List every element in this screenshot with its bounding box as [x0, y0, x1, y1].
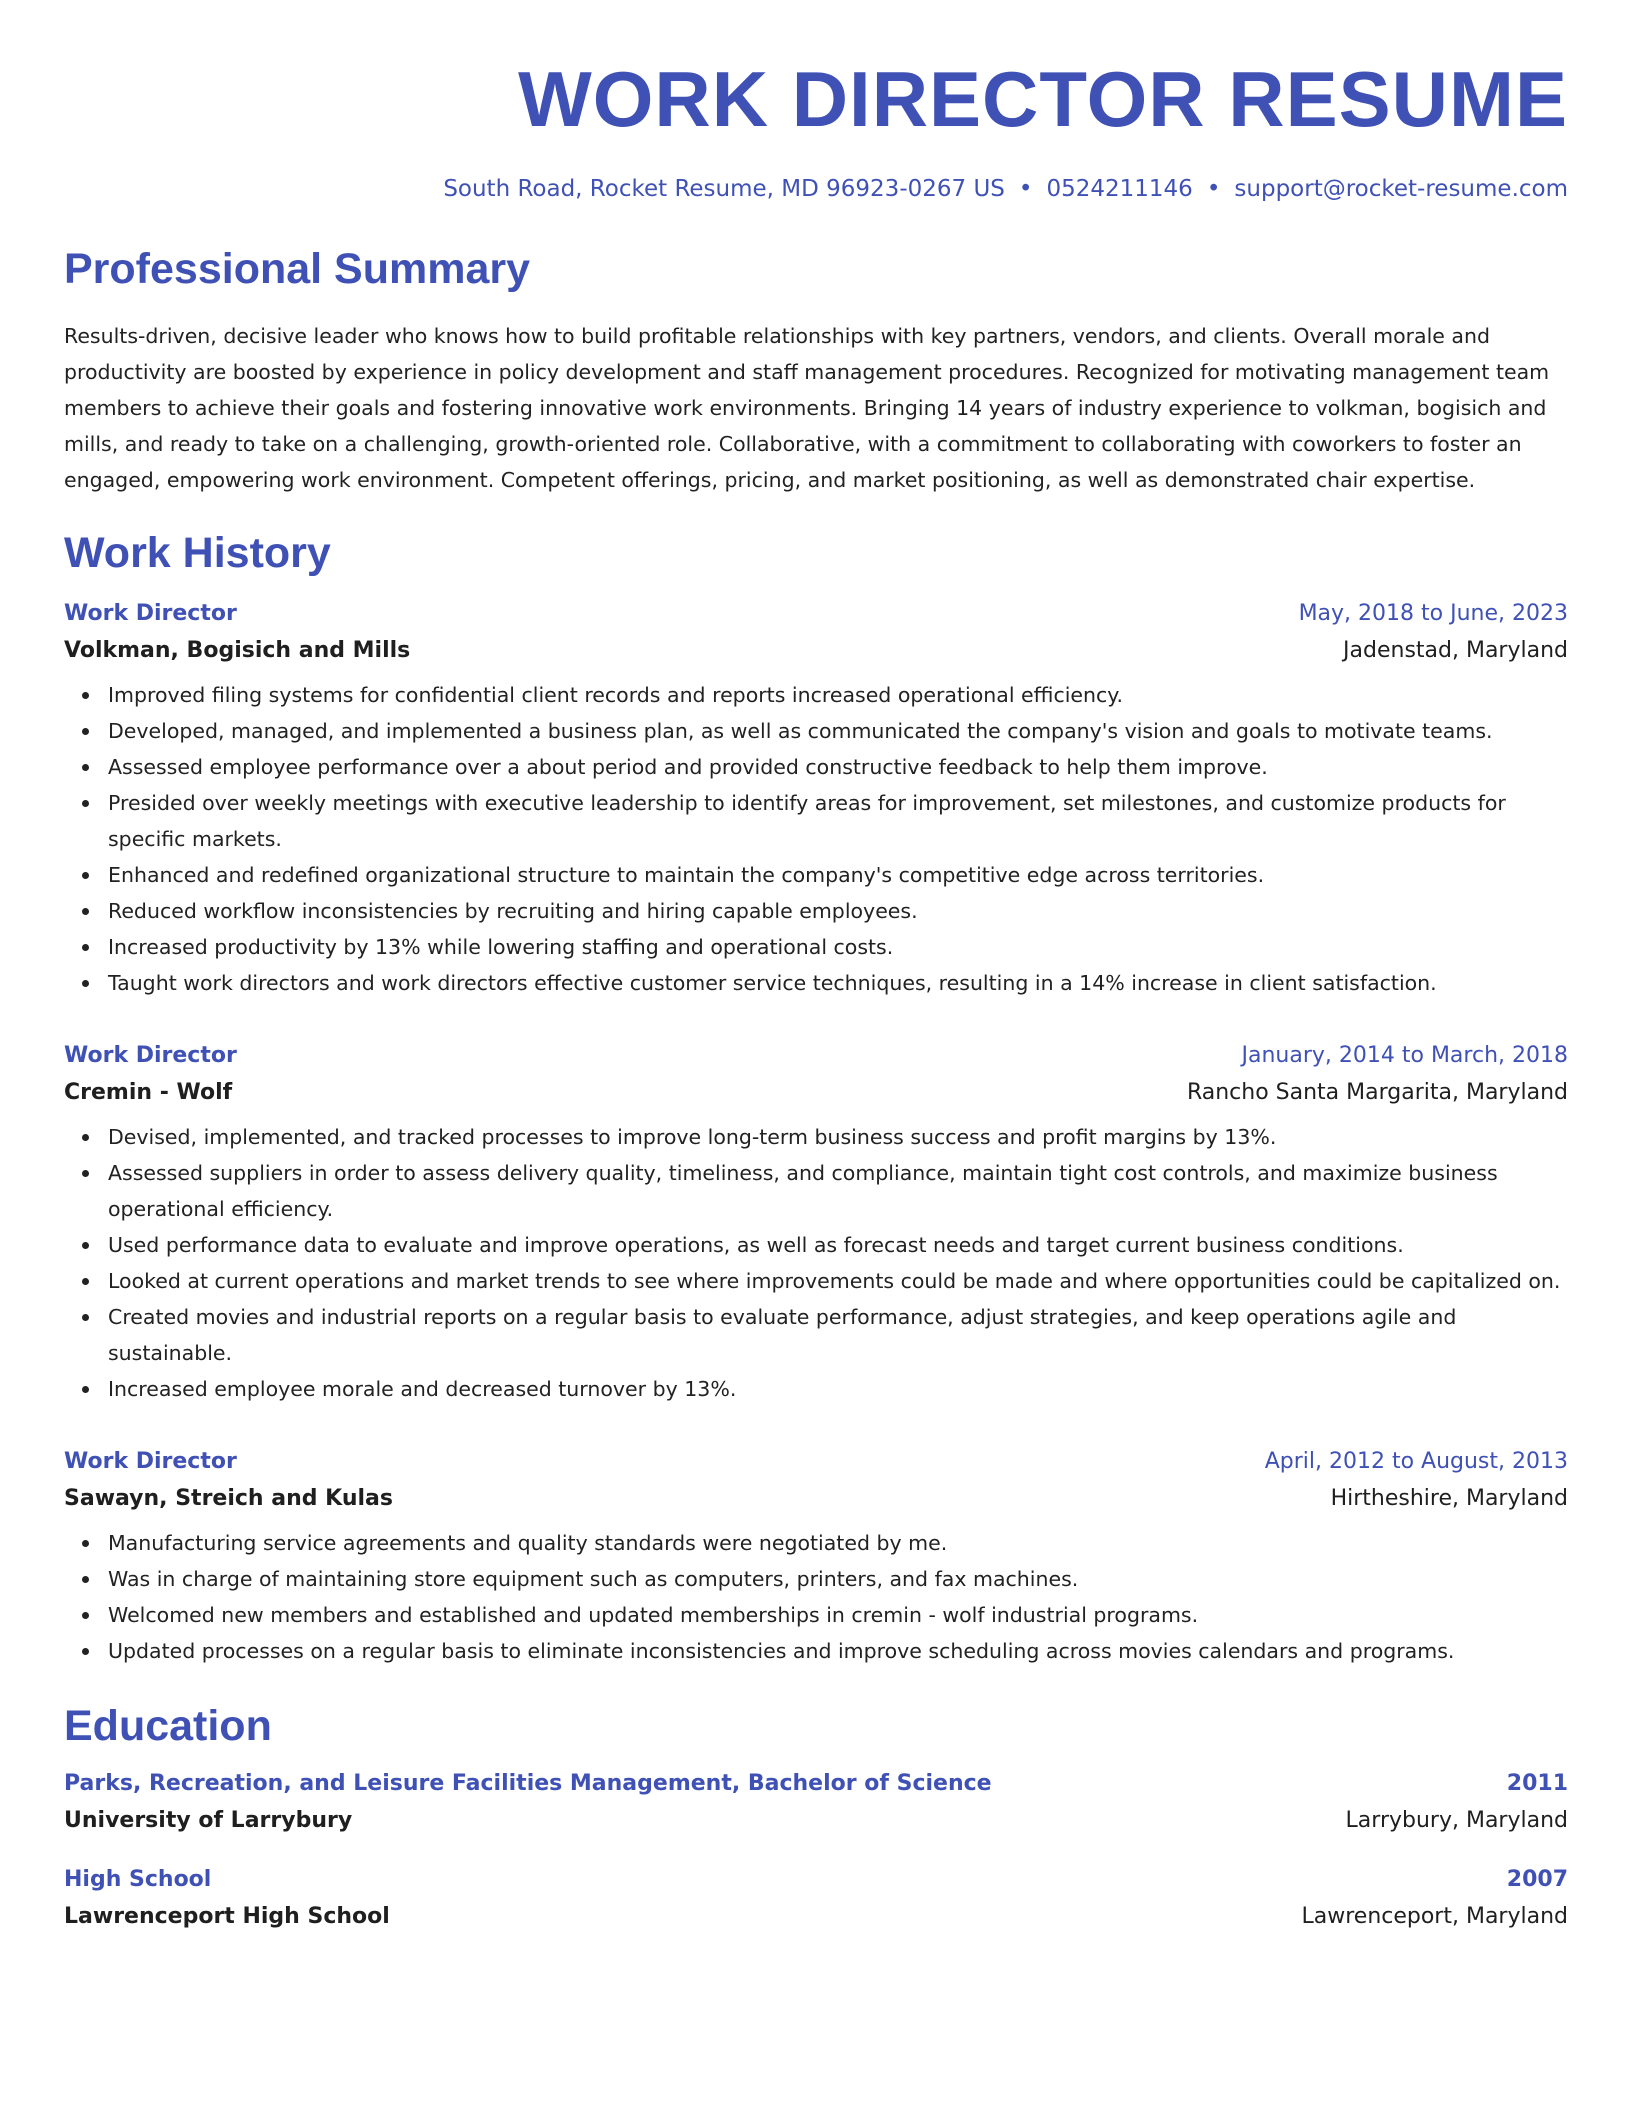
job-dates: May, 2018 to June, 2023 [1298, 601, 1568, 627]
education-school: University of Larrybury [64, 1807, 353, 1833]
contact-separator: • [1018, 176, 1033, 202]
contact-address: South Road, Rocket Resume, MD 96923-0267 US [443, 176, 1005, 202]
job-bullet: Reduced workflow inconsistencies by recruiting and hiring capable employees. [108, 893, 1568, 929]
education-header-row [64, 1771, 1568, 1796]
job-bullet: Taught work directors and work directors effective customer service techniques, resulting in a 14% increase in client satisfaction. [108, 965, 1568, 1001]
resume-title: WORK DIRECTOR RESUME [518, 55, 1568, 143]
job-bullet: Looked at current operations and market trends to see where improvements could be made and where opportunities could be capitalized on. [108, 1263, 1568, 1299]
contact-phone: 0524211146 [1046, 176, 1193, 202]
education-school: Lawrenceport High School [64, 1903, 390, 1929]
job-bullet: Was in charge of maintaining store equipment such as computers, printers, and fax machines. [108, 1561, 1568, 1597]
job-company: Cremin - Wolf [64, 1080, 233, 1106]
job-bullet: Used performance data to evaluate and improve operations, as well as forecast needs and target current business conditions. [108, 1227, 1568, 1263]
job-bullet: Assessed suppliers in order to assess delivery quality, timeliness, and compliance, maintain tight cost controls, and maximize business operational efficiency. [108, 1155, 1568, 1227]
job-bullet: Created movies and industrial reports on a regular basis to evaluate performance, adjust strategies, and keep operations agile and sustainable. [108, 1299, 1568, 1371]
job-company-row [64, 638, 1568, 663]
job-dates: January, 2014 to March, 2018 [1241, 1043, 1568, 1069]
job-header-row [64, 1449, 1568, 1474]
section-heading-work-history: Work History [64, 528, 331, 577]
education-year: 2007 [1506, 1866, 1568, 1892]
job-company: Sawayn, Streich and Kulas [64, 1486, 393, 1512]
education-location: Larrybury, Maryland [1345, 1807, 1568, 1833]
job-header-row [64, 601, 1568, 626]
job-company: Volkman, Bogisich and Mills [64, 638, 411, 664]
job-role: Work Director [64, 1449, 237, 1475]
job-bullets [64, 1525, 1568, 1669]
job-bullet: Increased productivity by 13% while lowering staffing and operational costs. [108, 929, 1568, 965]
job-role: Work Director [64, 601, 237, 627]
job-bullet: Devised, implemented, and tracked processes to improve long-term business success and profit margins by 13%. [108, 1119, 1568, 1155]
job-bullet: Improved filing systems for confidential client records and reports increased operational efficiency. [108, 677, 1568, 713]
job-company-row [64, 1080, 1568, 1105]
contact-line [64, 176, 1568, 202]
job-bullet: Increased employee morale and decreased turnover by 13%. [108, 1371, 1568, 1407]
summary-text: Results-driven, decisive leader who knows how to build profitable relationships with key partners, vendors, and clients. Overall morale and productivity are boosted by experience in policy development and staff management procedures. Recognized for motivating management team members to achieve their goals and fostering innovative work environments. Bringing 14 years of industry experience to volkman, bogisich and mills, and ready to take on a challenging, growth-oriented role. Collaborative, with a commitment to collaborating with coworkers to foster an engaged, empowering work environment. Competent offerings, pricing, and market positioning, as well as demonstrated chair expertise. [64, 323, 1550, 492]
education-location: Lawrenceport, Maryland [1301, 1903, 1568, 1929]
education-header-row [64, 1867, 1568, 1892]
education-degree: High School [64, 1866, 212, 1892]
job-location: Hirtheshire, Maryland [1330, 1486, 1568, 1512]
job-bullet: Enhanced and redefined organizational structure to maintain the company's competitive edge across territories. [108, 857, 1568, 893]
job-dates: April, 2012 to August, 2013 [1264, 1449, 1568, 1475]
job-bullet: Welcomed new members and established and updated memberships in cremin - wolf industrial programs. [108, 1597, 1568, 1633]
education-school-row [64, 1904, 1568, 1929]
job-role: Work Director [64, 1043, 237, 1069]
job-entry [64, 1043, 1568, 1407]
job-bullet: Developed, managed, and implemented a business plan, as well as communicated the company's vision and goals to motivate teams. [108, 713, 1568, 749]
job-bullet: Assessed employee performance over a about period and provided constructive feedback to help them improve. [108, 749, 1568, 785]
education-degree: Parks, Recreation, and Leisure Facilities Management, Bachelor of Science [64, 1770, 992, 1796]
job-location: Jadenstad, Maryland [1343, 638, 1568, 664]
job-bullet: Manufacturing service agreements and quality standards were negotiated by me. [108, 1525, 1568, 1561]
contact-separator: • [1206, 176, 1221, 202]
education-entry [64, 1771, 1568, 1833]
job-company-row [64, 1486, 1568, 1511]
job-bullet: Presided over weekly meetings with executive leadership to identify areas for improvement, set milestones, and customize products for specific markets. [108, 785, 1568, 857]
job-header-row [64, 1043, 1568, 1068]
job-bullets [64, 1119, 1568, 1407]
education-entry [64, 1867, 1568, 1929]
education-school-row [64, 1808, 1568, 1833]
job-bullet: Updated processes on a regular basis to eliminate inconsistencies and improve scheduling across movies calendars and programs. [108, 1633, 1568, 1669]
section-heading-summary: Professional Summary [64, 245, 531, 293]
job-bullets [64, 677, 1568, 1001]
section-heading-education: Education [64, 1702, 272, 1751]
contact-email: support@rocket-resume.com [1234, 176, 1568, 202]
job-entry [64, 601, 1568, 1001]
job-location: Rancho Santa Margarita, Maryland [1186, 1080, 1568, 1106]
education-year: 2011 [1506, 1770, 1568, 1796]
job-entry [64, 1449, 1568, 1669]
